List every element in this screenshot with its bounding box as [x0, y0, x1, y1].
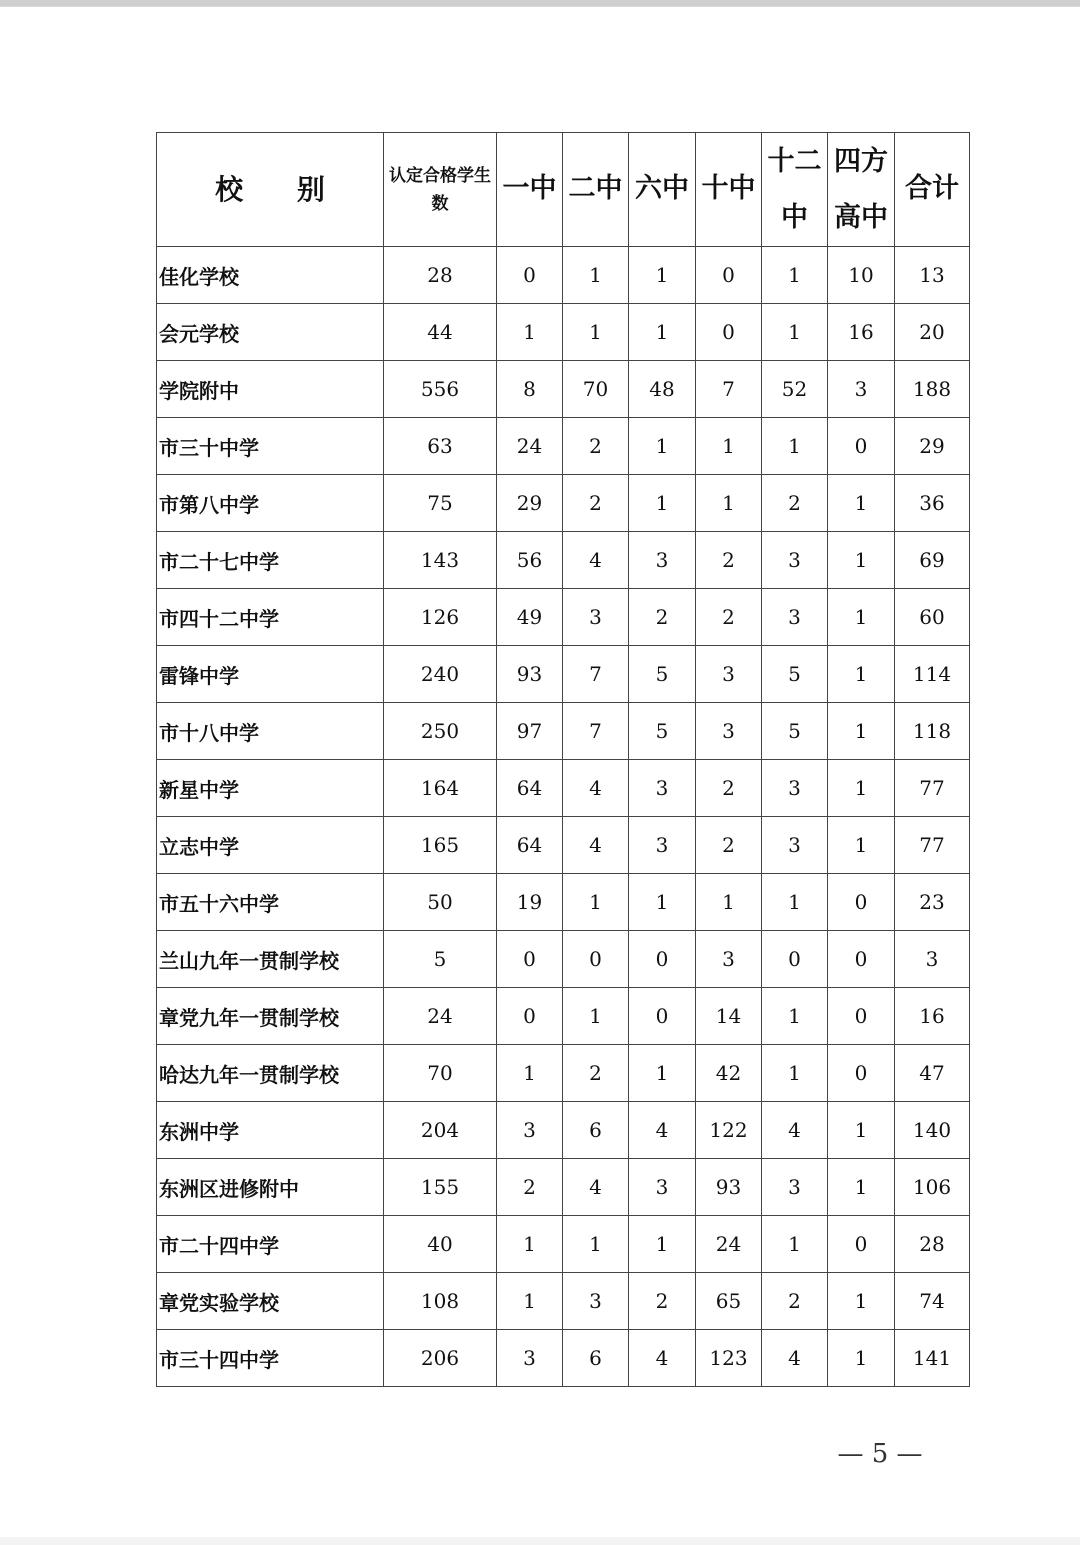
col2-count: 1 — [563, 1216, 629, 1273]
col2-count: 6 — [563, 1102, 629, 1159]
col4-count: 122 — [696, 1102, 762, 1159]
header-total: 合计 — [895, 133, 970, 247]
col2-count: 4 — [563, 760, 629, 817]
col6-count: 1 — [828, 589, 895, 646]
col4-count: 3 — [696, 646, 762, 703]
qualified-count: 165 — [384, 817, 497, 874]
school-name: 市二十四中学 — [157, 1216, 384, 1273]
col1-count: 0 — [497, 247, 563, 304]
col1-count: 8 — [497, 361, 563, 418]
table-row — [157, 703, 970, 760]
header-col1: 一中 — [497, 133, 563, 247]
qualified-count: 206 — [384, 1330, 497, 1387]
table-row — [157, 1273, 970, 1330]
col6-count: 1 — [828, 817, 895, 874]
school-name: 立志中学 — [157, 817, 384, 874]
col3-count: 1 — [629, 874, 696, 931]
qualified-count: 108 — [384, 1273, 497, 1330]
col2-count: 70 — [563, 361, 629, 418]
col6-count: 0 — [828, 931, 895, 988]
header-col4: 十中 — [696, 133, 762, 247]
col3-count: 3 — [629, 1159, 696, 1216]
col5-count: 4 — [762, 1102, 828, 1159]
col3-count: 0 — [629, 931, 696, 988]
page-number: — 5 — — [837, 1439, 923, 1469]
table-row — [157, 646, 970, 703]
col2-count: 1 — [563, 247, 629, 304]
col5-count: 1 — [762, 1045, 828, 1102]
col5-count: 1 — [762, 874, 828, 931]
table-row — [157, 589, 970, 646]
table-body — [157, 247, 970, 1387]
school-name: 章党实验学校 — [157, 1273, 384, 1330]
col6-count: 1 — [828, 646, 895, 703]
table-header — [157, 133, 970, 247]
col2-count: 0 — [563, 931, 629, 988]
table-row — [157, 532, 970, 589]
qualified-count: 5 — [384, 931, 497, 988]
col3-count: 2 — [629, 1273, 696, 1330]
col6-count: 1 — [828, 475, 895, 532]
qualified-count: 40 — [384, 1216, 497, 1273]
col2-count: 1 — [563, 874, 629, 931]
col3-count: 1 — [629, 304, 696, 361]
table-row — [157, 874, 970, 931]
total-count: 188 — [895, 361, 970, 418]
total-count: 20 — [895, 304, 970, 361]
col3-count: 5 — [629, 646, 696, 703]
table-row — [157, 931, 970, 988]
col4-count: 7 — [696, 361, 762, 418]
col5-count: 3 — [762, 760, 828, 817]
qualified-count: 70 — [384, 1045, 497, 1102]
col6-count: 1 — [828, 703, 895, 760]
school-name: 市二十七中学 — [157, 532, 384, 589]
total-count: 60 — [895, 589, 970, 646]
col4-count: 2 — [696, 817, 762, 874]
table-row — [157, 475, 970, 532]
col5-count: 3 — [762, 1159, 828, 1216]
total-count: 118 — [895, 703, 970, 760]
col6-count: 1 — [828, 1330, 895, 1387]
header-col3: 六中 — [629, 133, 696, 247]
qualified-count: 44 — [384, 304, 497, 361]
school-name: 雷锋中学 — [157, 646, 384, 703]
col6-count: 10 — [828, 247, 895, 304]
col3-count: 0 — [629, 988, 696, 1045]
qualified-count: 143 — [384, 532, 497, 589]
qualified-count: 240 — [384, 646, 497, 703]
col4-count: 24 — [696, 1216, 762, 1273]
col2-count: 2 — [563, 418, 629, 475]
col3-count: 3 — [629, 760, 696, 817]
qualified-count: 28 — [384, 247, 497, 304]
school-name: 市五十六中学 — [157, 874, 384, 931]
col1-count: 56 — [497, 532, 563, 589]
col1-count: 1 — [497, 1216, 563, 1273]
table-row — [157, 418, 970, 475]
header-col2: 二中 — [563, 133, 629, 247]
col5-count: 2 — [762, 1273, 828, 1330]
col4-count: 93 — [696, 1159, 762, 1216]
qualified-count: 126 — [384, 589, 497, 646]
col2-count: 7 — [563, 703, 629, 760]
col5-count: 1 — [762, 247, 828, 304]
col5-count: 2 — [762, 475, 828, 532]
col5-count: 4 — [762, 1330, 828, 1387]
col1-count: 0 — [497, 931, 563, 988]
col2-count: 4 — [563, 817, 629, 874]
col5-count: 1 — [762, 304, 828, 361]
col4-count: 0 — [696, 247, 762, 304]
col5-count: 3 — [762, 532, 828, 589]
col2-count: 3 — [563, 1273, 629, 1330]
table-row — [157, 361, 970, 418]
school-name: 市四十二中学 — [157, 589, 384, 646]
table-row — [157, 817, 970, 874]
col4-count: 65 — [696, 1273, 762, 1330]
total-count: 36 — [895, 475, 970, 532]
qualified-count: 556 — [384, 361, 497, 418]
col4-count: 0 — [696, 304, 762, 361]
col3-count: 5 — [629, 703, 696, 760]
qualified-count: 63 — [384, 418, 497, 475]
col5-count: 0 — [762, 931, 828, 988]
col2-count: 1 — [563, 304, 629, 361]
col2-count: 2 — [563, 475, 629, 532]
col3-count: 1 — [629, 475, 696, 532]
table-row — [157, 304, 970, 361]
col3-count: 1 — [629, 1045, 696, 1102]
col4-count: 1 — [696, 874, 762, 931]
col3-count: 48 — [629, 361, 696, 418]
col2-count: 1 — [563, 988, 629, 1045]
col6-count: 16 — [828, 304, 895, 361]
total-count: 29 — [895, 418, 970, 475]
total-count: 106 — [895, 1159, 970, 1216]
col5-count: 52 — [762, 361, 828, 418]
col5-count: 3 — [762, 589, 828, 646]
col3-count: 4 — [629, 1102, 696, 1159]
col1-count: 49 — [497, 589, 563, 646]
col4-count: 3 — [696, 931, 762, 988]
table-row — [157, 1330, 970, 1387]
table-row — [157, 247, 970, 304]
col4-count: 2 — [696, 532, 762, 589]
qualified-count: 164 — [384, 760, 497, 817]
col2-count: 4 — [563, 1159, 629, 1216]
col2-count: 7 — [563, 646, 629, 703]
col4-count: 1 — [696, 418, 762, 475]
total-count: 74 — [895, 1273, 970, 1330]
school-name: 章党九年一贯制学校 — [157, 988, 384, 1045]
total-count: 77 — [895, 760, 970, 817]
col2-count: 3 — [563, 589, 629, 646]
col6-count: 3 — [828, 361, 895, 418]
col1-count: 1 — [497, 1045, 563, 1102]
school-name: 哈达九年一贯制学校 — [157, 1045, 384, 1102]
total-count: 69 — [895, 532, 970, 589]
school-name: 东洲中学 — [157, 1102, 384, 1159]
qualified-count: 155 — [384, 1159, 497, 1216]
col6-count: 0 — [828, 1216, 895, 1273]
col2-count: 6 — [563, 1330, 629, 1387]
col3-count: 3 — [629, 532, 696, 589]
total-count: 141 — [895, 1330, 970, 1387]
school-name: 市第八中学 — [157, 475, 384, 532]
col6-count: 1 — [828, 760, 895, 817]
table-row — [157, 760, 970, 817]
col5-count: 1 — [762, 988, 828, 1045]
col1-count: 29 — [497, 475, 563, 532]
col1-count: 1 — [497, 1273, 563, 1330]
col4-count: 3 — [696, 703, 762, 760]
qualified-count: 50 — [384, 874, 497, 931]
total-count: 13 — [895, 247, 970, 304]
col1-count: 3 — [497, 1330, 563, 1387]
school-name: 东洲区进修附中 — [157, 1159, 384, 1216]
col1-count: 1 — [497, 304, 563, 361]
col6-count: 0 — [828, 874, 895, 931]
header-row — [157, 133, 970, 247]
school-name: 佳化学校 — [157, 247, 384, 304]
header-col6: 四方高中 — [828, 133, 895, 247]
col3-count: 4 — [629, 1330, 696, 1387]
table-row — [157, 1216, 970, 1273]
col5-count: 5 — [762, 703, 828, 760]
total-count: 77 — [895, 817, 970, 874]
school-name: 市三十中学 — [157, 418, 384, 475]
col6-count: 1 — [828, 532, 895, 589]
total-count: 47 — [895, 1045, 970, 1102]
total-count: 23 — [895, 874, 970, 931]
col3-count: 1 — [629, 247, 696, 304]
col3-count: 2 — [629, 589, 696, 646]
col5-count: 3 — [762, 817, 828, 874]
col6-count: 0 — [828, 418, 895, 475]
col5-count: 5 — [762, 646, 828, 703]
total-count: 3 — [895, 931, 970, 988]
total-count: 114 — [895, 646, 970, 703]
school-name: 兰山九年一贯制学校 — [157, 931, 384, 988]
school-name: 学院附中 — [157, 361, 384, 418]
col4-count: 42 — [696, 1045, 762, 1102]
col6-count: 0 — [828, 988, 895, 1045]
col6-count: 0 — [828, 1045, 895, 1102]
col1-count: 97 — [497, 703, 563, 760]
qualified-count: 250 — [384, 703, 497, 760]
table-row — [157, 988, 970, 1045]
col5-count: 1 — [762, 1216, 828, 1273]
qualified-count: 75 — [384, 475, 497, 532]
col4-count: 2 — [696, 589, 762, 646]
col1-count: 19 — [497, 874, 563, 931]
col6-count: 1 — [828, 1102, 895, 1159]
table-row — [157, 1045, 970, 1102]
col2-count: 2 — [563, 1045, 629, 1102]
col3-count: 1 — [629, 1216, 696, 1273]
school-name: 市三十四中学 — [157, 1330, 384, 1387]
school-name: 会元学校 — [157, 304, 384, 361]
col4-count: 14 — [696, 988, 762, 1045]
header-qualified: 认定合格学生数 — [384, 133, 497, 247]
school-name: 新星中学 — [157, 760, 384, 817]
allocation-table — [156, 132, 970, 1387]
col3-count: 1 — [629, 418, 696, 475]
col2-count: 4 — [563, 532, 629, 589]
col6-count: 1 — [828, 1273, 895, 1330]
qualified-count: 24 — [384, 988, 497, 1045]
school-name: 市十八中学 — [157, 703, 384, 760]
total-count: 28 — [895, 1216, 970, 1273]
col5-count: 1 — [762, 418, 828, 475]
total-count: 16 — [895, 988, 970, 1045]
qualified-count: 204 — [384, 1102, 497, 1159]
col1-count: 24 — [497, 418, 563, 475]
col1-count: 0 — [497, 988, 563, 1045]
total-count: 140 — [895, 1102, 970, 1159]
col3-count: 3 — [629, 817, 696, 874]
header-col5: 十二中 — [762, 133, 828, 247]
table-row — [157, 1159, 970, 1216]
col4-count: 1 — [696, 475, 762, 532]
col4-count: 2 — [696, 760, 762, 817]
table-row — [157, 1102, 970, 1159]
col6-count: 1 — [828, 1159, 895, 1216]
col4-count: 123 — [696, 1330, 762, 1387]
col1-count: 64 — [497, 760, 563, 817]
col1-count: 64 — [497, 817, 563, 874]
col1-count: 2 — [497, 1159, 563, 1216]
col1-count: 3 — [497, 1102, 563, 1159]
col1-count: 93 — [497, 646, 563, 703]
header-school: 校 别 — [157, 133, 384, 247]
